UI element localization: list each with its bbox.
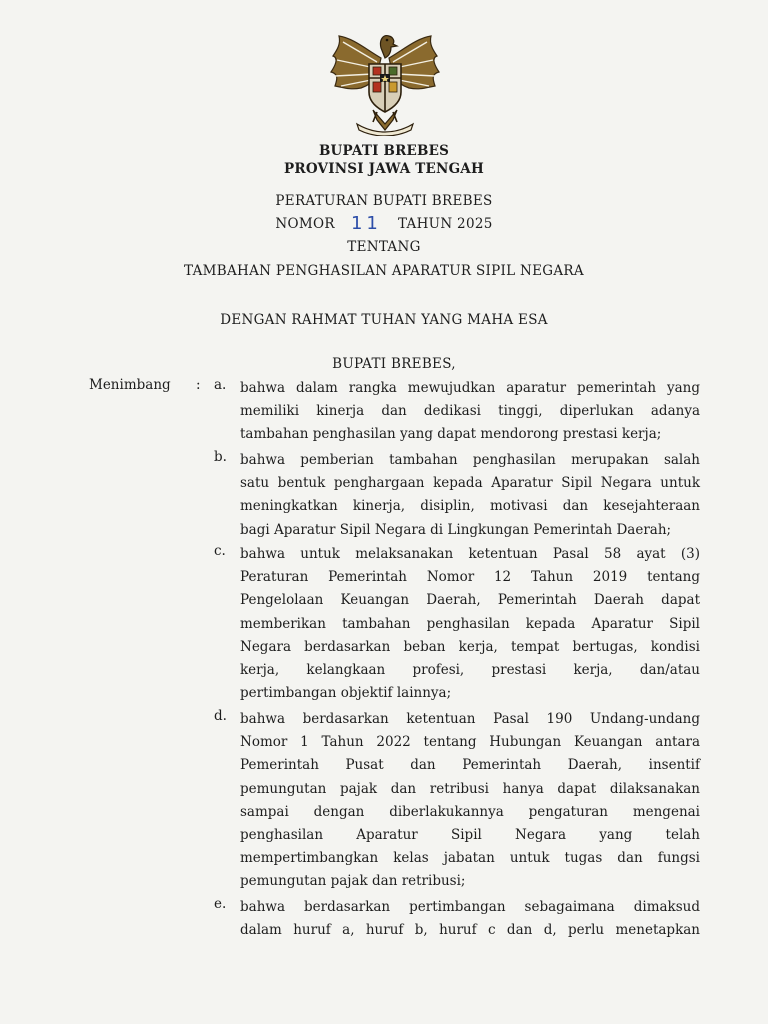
item-letter-b: b. [214, 449, 227, 465]
garuda-emblem-icon [327, 28, 443, 136]
tahun-label: TAHUN 2025 [397, 216, 493, 232]
item-line: memberikan tambahan penghasilan kepada Aparatur Sipil [240, 615, 700, 632]
item-line: kerja, kelangkaan profesi, prestasi kerja, dan/atau [240, 661, 700, 678]
item-line: bahwa berdasarkan pertimbangan sebagaimana dimaksud [240, 899, 700, 915]
consideration-item-e [240, 896, 700, 942]
item-line: memiliki kinerja dan dedikasi tinggi, diperlukan adanya [240, 403, 700, 420]
item-line: pertimbangan objektif lainnya; [240, 685, 452, 702]
nomor-label: NOMOR [275, 216, 335, 232]
item-line: Peraturan Pemerintah Nomor 12 Tahun 2019 tentang [240, 569, 700, 586]
item-line: bahwa dalam rangka mewujudkan aparatur pemerintah yang [240, 380, 700, 396]
invocation: DENGAN RAHMAT TUHAN YANG MAHA ESA [220, 312, 548, 328]
item-line: satu bentuk penghargaan kepada Aparatur Sipil Negara untuk [240, 475, 700, 492]
header-title-line2: PROVINSI JAWA TENGAH [284, 161, 484, 177]
item-line: penghasilan Aparatur Sipil Negara yang telah [240, 826, 700, 843]
item-line: mempertimbangkan kelas jabatan untuk tugas dan fungsi [240, 850, 700, 867]
consideration-item-a [240, 377, 700, 447]
item-line: pemungutan pajak dan retribusi hanya dapat dilaksanakan [240, 780, 700, 797]
item-line: Negara berdasarkan beban kerja, tempat bertugas, kondisi [240, 638, 700, 655]
consideration-item-b [240, 449, 700, 542]
item-letter-c: c. [214, 543, 226, 559]
consideration-item-c [240, 543, 700, 705]
item-line: bahwa berdasarkan ketentuan Pasal 190 Undang-undang [240, 711, 700, 727]
item-line: meningkatkan kinerja, disiplin, motivasi dan kesejahteraan [240, 498, 700, 515]
item-letter-a: a. [214, 377, 227, 393]
item-line: bahwa pemberian tambahan penghasilan merupakan salah [240, 452, 700, 468]
item-line: pemungutan pajak dan retribusi; [240, 873, 466, 890]
item-line: sampai dengan diberlakukannya pengaturan mengenai [240, 803, 700, 820]
item-line: dalam huruf a, huruf b, huruf c dan d, perlu menetapkan [240, 922, 700, 939]
menimbang-colon: : [196, 377, 201, 393]
regulation-type: PERATURAN BUPATI BREBES [275, 193, 493, 209]
item-letter-e: e. [214, 896, 227, 912]
item-line: bahwa untuk melaksanakan ketentuan Pasal 58 ayat (3) [240, 546, 700, 562]
header-title-line1: BUPATI BREBES [318, 143, 450, 159]
item-line: Pemerintah Pusat dan Pemerintah Daerah, insentif [240, 757, 700, 774]
menimbang-label: Menimbang [89, 377, 171, 393]
item-line: Nomor 1 Tahun 2022 tentang Hubungan Keuangan antara [240, 734, 700, 751]
tentang-label: TENTANG [347, 239, 421, 255]
nomor-handwritten-value: 11 [350, 213, 382, 234]
regulation-subject: TAMBAHAN PENGHASILAN APARATUR SIPIL NEGARA [184, 263, 584, 279]
regulation-number-line [0, 212, 768, 233]
item-line: bagi Aparatur Sipil Negara di Lingkungan Pemerintah Daerah; [240, 521, 672, 538]
item-line: tambahan penghasilan yang dapat mendorong prestasi kerja; [240, 426, 662, 443]
consideration-item-d [240, 708, 700, 894]
official-title: BUPATI BREBES, [332, 356, 456, 372]
item-line: Pengelolaan Keuangan Daerah, Pemerintah Daerah dapat [240, 592, 700, 609]
item-letter-d: d. [214, 708, 227, 724]
